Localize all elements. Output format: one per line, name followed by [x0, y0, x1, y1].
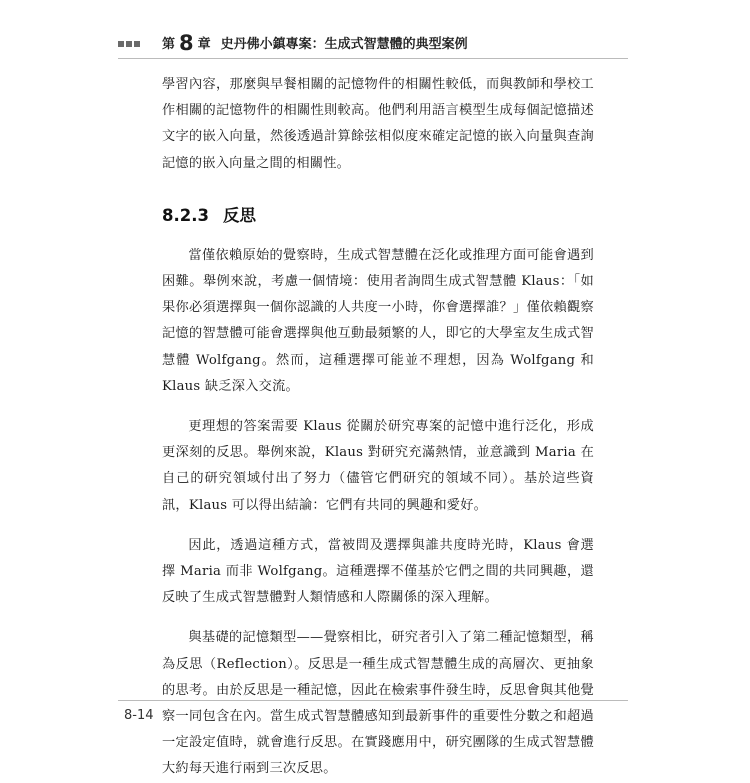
square-icon [134, 41, 140, 47]
page-number: 8-14 [124, 708, 154, 723]
page-body [162, 72, 594, 783]
square-icon [118, 41, 124, 47]
chapter-number: 8 [179, 31, 194, 55]
chapter-suffix: 章 [197, 37, 211, 52]
header-divider [118, 58, 628, 59]
section-heading [162, 203, 594, 229]
section-title: 反思 [222, 205, 256, 225]
body-paragraph: 因此，透過這種方式，當被問及選擇與誰共度時光時，Klaus 會選擇 Maria 而非 Wolfgang。這種選擇不僅基於它們之間的共同興趣，還反映了生成式智慧體對人類情感和人際關係的深入理解。 [162, 537, 594, 606]
body-paragraph: 與基礎的記憶類型——覺察相比，研究者引入了第二種記憶類型，稱為反思（Reflection）。反思是一種生成式智慧體生成的高層次、更抽象的思考。由於反思是一種記憶，因此在檢索事件發生時，反思會與其他覺察一同包含在內。當生成式智慧體感知到最新事件的重要性分數之和超過一定設定值時，就會進行反思。在實踐應用中，研究團隊的生成式智慧體大約每天進行兩到三次反思。 [162, 630, 594, 777]
running-header [118, 30, 628, 56]
header-square-icons [118, 41, 140, 47]
footer-divider [118, 700, 628, 701]
body-paragraph: 當僅依賴原始的覺察時，生成式智慧體在泛化或推理方面可能會遇到困難。舉例來說，考慮一個情境：使用者詢問生成式智慧體 Klaus：「如果你必須選擇與一個你認識的人共度一小時，你會選擇誰？」僅依賴觀察記憶的智慧體可能會選擇與他互動最頻繁的人，即它的大學室友生成式智慧體 Wolfgang。然而，這種選擇可能並不理想，因為 Wolfgang 和 Klaus 缺乏深入交流。 [162, 247, 594, 394]
chapter-prefix: 第 [162, 37, 176, 52]
chapter-title: 史丹佛小鎮專案：生成式智慧體的典型案例 [220, 37, 468, 52]
square-icon [126, 41, 132, 47]
intro-paragraph: 學習內容，那麼與早餐相關的記憶物件的相關性較低，而與教師和學校工作相關的記憶物件的相關性則較高。他們利用語言模型生成每個記憶描述文字的嵌入向量，然後透過計算餘弦相似度來確定記憶的嵌入向量與查詢記憶的嵌入向量之間的相關性。 [162, 77, 594, 171]
chapter-header [162, 30, 468, 58]
section-number: 8.2.3 [162, 205, 209, 225]
body-paragraph: 更理想的答案需要 Klaus 從關於研究專案的記憶中進行泛化，形成更深刻的反思。舉例來說，Klaus 對研究充滿熱情，並意識到 Maria 在自己的研究領域付出了努力（儘管它們研究的領域不同）。基於這些資訊，Klaus 可以得出結論：它們有共同的興趣和愛好。 [162, 419, 594, 513]
